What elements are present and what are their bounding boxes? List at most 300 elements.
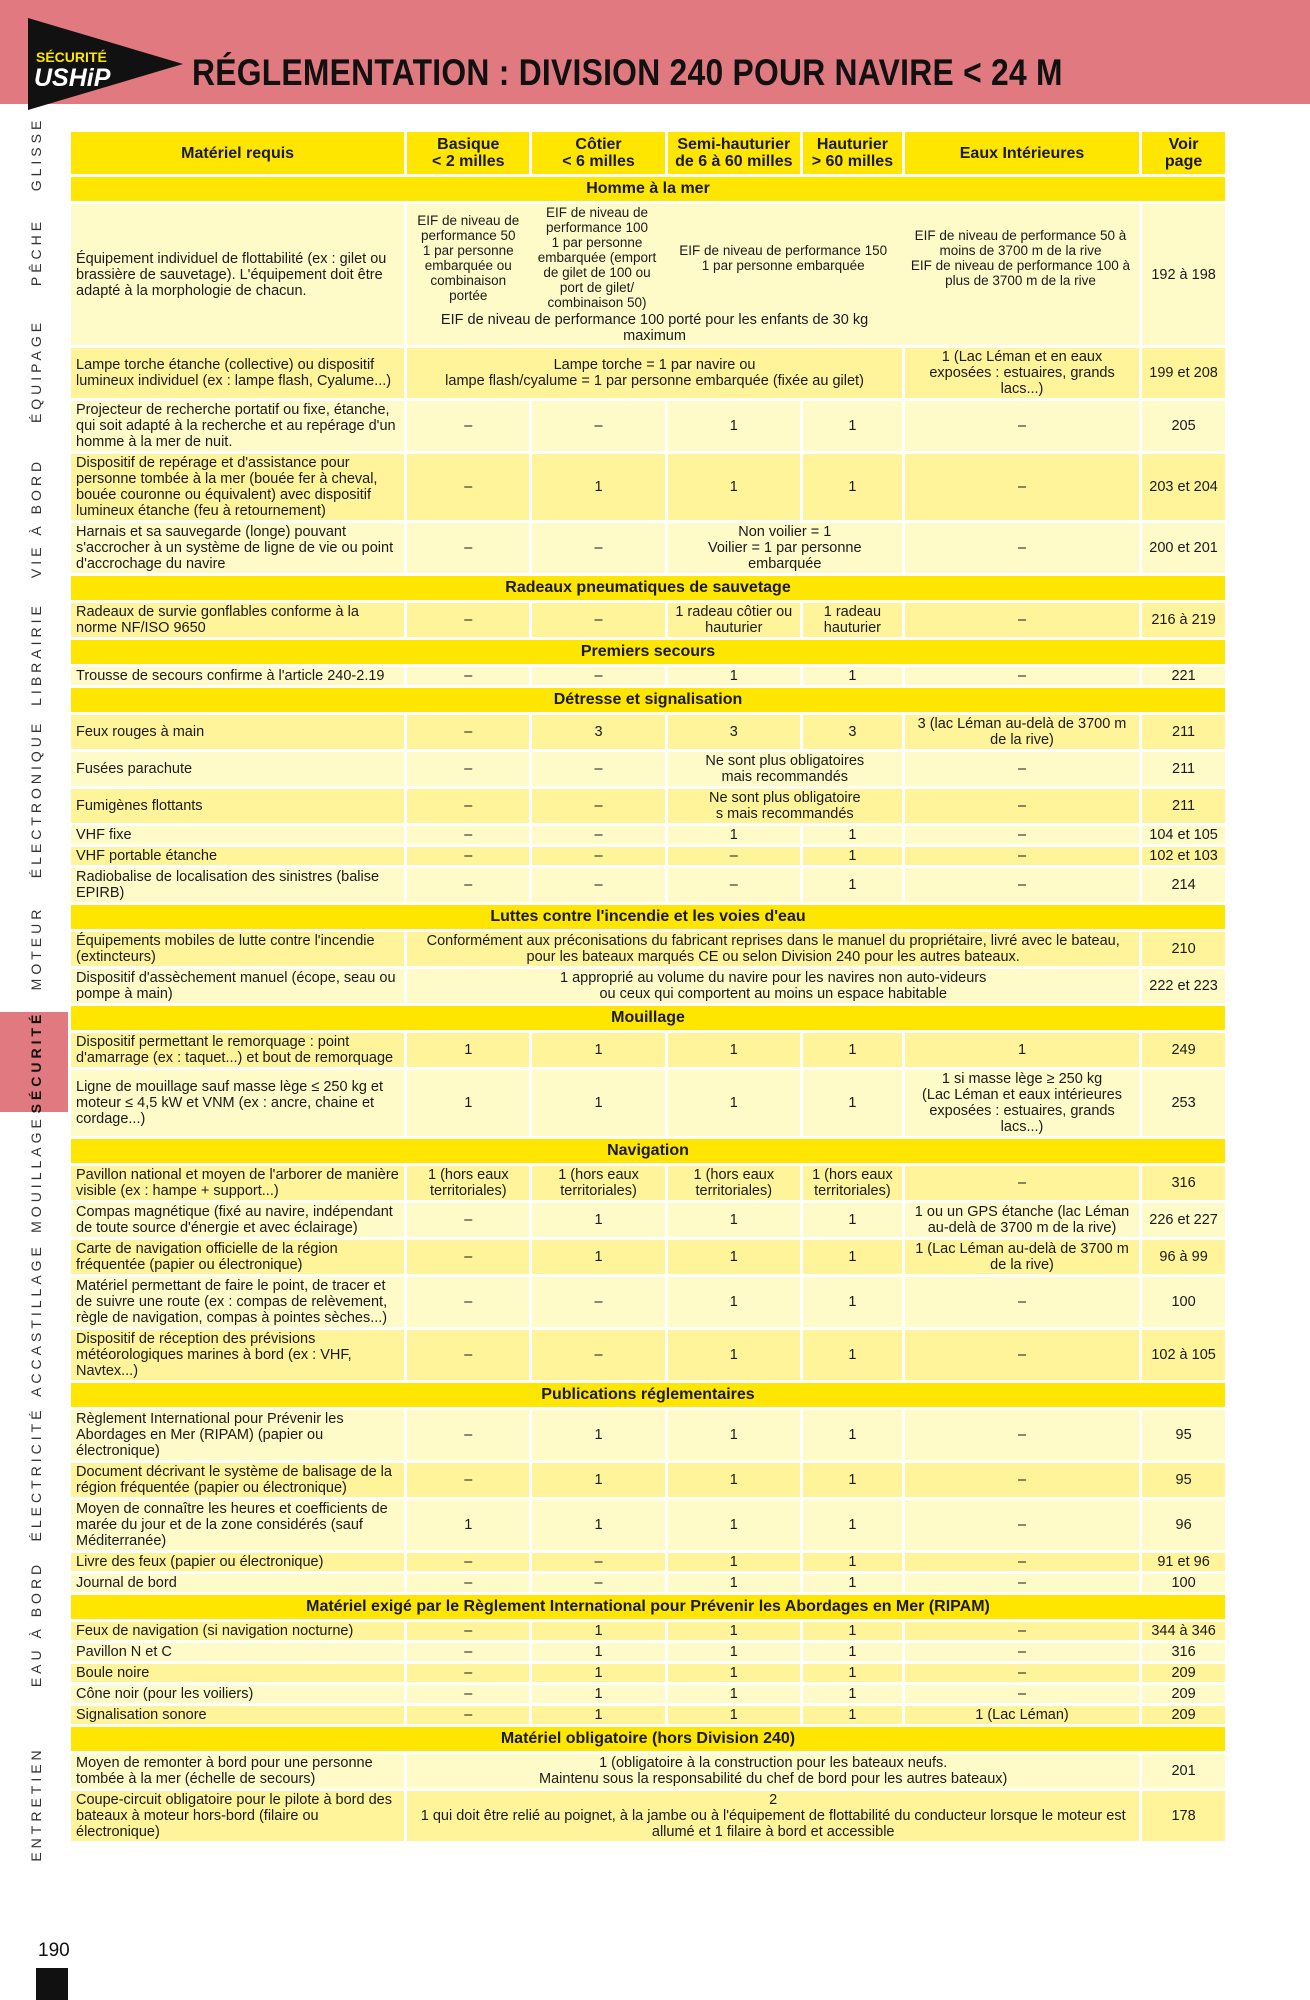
row-label: Trousse de secours confirme à l'article 240-2.19 [71, 667, 404, 685]
cell-group [407, 204, 1139, 345]
table-row [71, 789, 1225, 823]
row-label: Moyen de connaître les heures et coefficients de marée du jour et de la zone considérés (sauf Méditerranée) [71, 1500, 404, 1550]
table-cell: 1 [668, 1574, 800, 1592]
page-reference: 253 [1142, 1070, 1225, 1136]
sidebar-item-label: ACCASTILLAGE [28, 1243, 44, 1397]
table-cell: 1 (hors eaux territoriales) [668, 1166, 800, 1200]
table-cell: 1 [803, 1240, 902, 1274]
row-label: Dispositif d'assèchement manuel (écope, seau ou pompe à main) [71, 969, 404, 1003]
table-cell: – [407, 1410, 529, 1460]
table-cell: Lampe torche = 1 par navire ou lampe flash/cyalume = 1 par personne embarquée (fixée au gilet) [407, 348, 902, 398]
table-cell: 1 [803, 847, 902, 865]
row-label: Fusées parachute [71, 752, 404, 786]
table-cell: 1 [668, 1664, 800, 1682]
table-cell: 1 [905, 1033, 1139, 1067]
table-cell: – [532, 868, 664, 902]
sidebar-item-label: ENTRETIEN [28, 1746, 44, 1862]
row-label: Compas magnétique (fixé au navire, indépendant de toute source d'énergie et avec éclairage) [71, 1203, 404, 1237]
table-row [71, 868, 1225, 902]
sidebar-item-accastillage[interactable] [0, 1236, 68, 1404]
table-cell: – [532, 789, 664, 823]
table-row [71, 1463, 1225, 1497]
table-row [71, 401, 1225, 451]
row-label: Règlement International pour Prévenir les Abordages en Mer (RIPAM) (papier ou électronique) [71, 1410, 404, 1460]
table-cell: – [532, 667, 664, 685]
table-cell: – [905, 868, 1139, 902]
column-header: Matériel requis [71, 132, 404, 174]
table-cell: 1 [668, 1643, 800, 1661]
column-header: Côtier < 6 milles [532, 132, 664, 174]
table-row [71, 348, 1225, 398]
table-cell: 1 [668, 454, 800, 520]
table-cell: – [905, 1500, 1139, 1550]
table-cell: Non voilier = 1 Voilier = 1 par personne embarquée [668, 523, 902, 573]
row-label: Moyen de remonter à bord pour une personne tombée à la mer (échelle de secours) [71, 1754, 404, 1788]
table-cell: – [532, 603, 664, 637]
empty-cell [902, 311, 1139, 345]
table-cell: – [407, 523, 529, 573]
table-cell: 1 [532, 1685, 664, 1703]
table-row [71, 1203, 1225, 1237]
table-cell: 1 [668, 1410, 800, 1460]
table-cell: – [905, 752, 1139, 786]
section-title: Homme à la mer [71, 177, 1225, 201]
table-row [71, 1553, 1225, 1571]
table-cell: 1 [803, 1070, 902, 1136]
table-row [71, 1410, 1225, 1460]
column-header: Eaux Intérieures [905, 132, 1139, 174]
table-cell: – [407, 847, 529, 865]
table-cell: 1 [803, 1706, 902, 1724]
sidebar-item-equipage[interactable] [0, 300, 68, 442]
table-cell: 1 [803, 1330, 902, 1380]
table-cell: 1 [668, 1685, 800, 1703]
row-label: Feux de navigation (si navigation nocturne) [71, 1622, 404, 1640]
table-cell: 1 [532, 1203, 664, 1237]
table-row [71, 969, 1225, 1003]
table-cell: 1 [668, 667, 800, 685]
page-reference: 209 [1142, 1664, 1225, 1682]
page-reference: 344 à 346 [1142, 1622, 1225, 1640]
regulation-table [68, 129, 1228, 1844]
sidebar-item-vie-a-bord[interactable] [0, 442, 68, 594]
sidebar-item-label: EAU À BORD [28, 1560, 44, 1688]
table-cell: 3 [803, 715, 902, 749]
page-reference: 210 [1142, 932, 1225, 966]
page-reference: 178 [1142, 1791, 1225, 1841]
table-cell: 1 [668, 1070, 800, 1136]
table-cell: – [905, 401, 1139, 451]
table-cell: – [532, 1330, 664, 1380]
sidebar-item-label: ÉLECTRONIQUE [28, 719, 44, 879]
table-row [71, 847, 1225, 865]
page-reference: 226 et 227 [1142, 1203, 1225, 1237]
page-reference: 249 [1142, 1033, 1225, 1067]
table-cell: – [668, 868, 800, 902]
column-header: Voir page [1142, 132, 1225, 174]
table-cell: – [407, 401, 529, 451]
sidebar-item-mouillage[interactable] [0, 1112, 68, 1236]
table-cell: 1 approprié au volume du navire pour les navires non auto-videurs ou ceux qui comportent au moins un espace habitable [407, 969, 1139, 1003]
table-cell: – [532, 1277, 664, 1327]
table-cell: 1 (hors eaux territoriales) [407, 1166, 529, 1200]
table-cell: 2 1 qui doit être relié au poignet, à la jambe ou à l'équipement de flottabilité du conducteur lorsque le moteur est allumé et 1 filaire à bord et accessible [407, 1791, 1139, 1841]
page-reference: 216 à 219 [1142, 603, 1225, 637]
row-label: Lampe torche étanche (collective) ou dispositif lumineux individuel (ex : lampe flash, Cyalume...) [71, 348, 404, 398]
section-title: Mouillage [71, 1006, 1225, 1030]
row-label: Livre des feux (papier ou électronique) [71, 1553, 404, 1571]
table-cell: – [407, 1277, 529, 1327]
row-label: Projecteur de recherche portatif ou fixe, étanche, qui soit adapté à la recherche et au repérage d'un homme à la mer de nuit. [71, 401, 404, 451]
section-title: Détresse et signalisation [71, 688, 1225, 712]
page-reference: 316 [1142, 1166, 1225, 1200]
table-cell: – [905, 1277, 1139, 1327]
table-row [71, 1574, 1225, 1592]
row-label: Radeaux de survie gonflables conforme à la norme NF/ISO 9650 [71, 603, 404, 637]
section-title: Luttes contre l'incendie et les voies d'eau [71, 905, 1225, 929]
table-cell: 1 [803, 1685, 902, 1703]
table-cell: – [407, 1706, 529, 1724]
row-label: Journal de bord [71, 1574, 404, 1592]
row-label: Document décrivant le système de balisage de la région fréquentée (papier ou électronique) [71, 1463, 404, 1497]
table-row [71, 1754, 1225, 1788]
table-cell: – [407, 1574, 529, 1592]
row-label: Ligne de mouillage sauf masse lège ≤ 250 kg et moteur ≤ 4,5 kW et VNM (ex : ancre, chaine et cordage...) [71, 1070, 404, 1136]
table-cell: EIF de niveau de performance 50 1 par personne embarquée ou combinaison portée [407, 204, 529, 311]
table-cell: – [905, 1166, 1139, 1200]
table-row [71, 1240, 1225, 1274]
table-cell: – [905, 1643, 1139, 1661]
row-label: Matériel permettant de faire le point, de tracer et de suivre une route (ex : compas de relèvement, règle de navigation, compas à pointes sèches...) [71, 1277, 404, 1327]
row-label: Boule noire [71, 1664, 404, 1682]
sidebar-item-electricite[interactable] [0, 1404, 68, 1544]
table-cell: 1 [668, 1277, 800, 1327]
table-cell: – [407, 1664, 529, 1682]
row-label: Coupe-circuit obligatoire pour le pilote à bord des bateaux à moteur hors-bord (filaire ou électronique) [71, 1791, 404, 1841]
table-cell: 1 [668, 1330, 800, 1380]
sidebar-item-electronique[interactable] [0, 714, 68, 884]
table-cell: – [532, 826, 664, 844]
table-row [71, 932, 1225, 966]
sidebar-item-moteur[interactable] [0, 884, 68, 1012]
sidebar-item-label: ÉLECTRICITÉ [28, 1406, 44, 1542]
table-cell: Ne sont plus obligatoire s mais recommandés [668, 789, 902, 823]
table-cell: – [905, 1622, 1139, 1640]
table-cell: – [407, 1553, 529, 1571]
table-cell: 1 [803, 1553, 902, 1571]
row-label: Cône noir (pour les voiliers) [71, 1685, 404, 1703]
sidebar-item-label: PÊCHE [28, 217, 44, 287]
table-cell: 1 [803, 826, 902, 844]
section-title: Matériel exigé par le Règlement International pour Prévenir les Abordages en Mer (RIPAM) [71, 1595, 1225, 1619]
table-cell: 1 [407, 1500, 529, 1550]
page-reference: 102 à 105 [1142, 1330, 1225, 1380]
page-reference: 102 et 103 [1142, 847, 1225, 865]
page-reference: 222 et 223 [1142, 969, 1225, 1003]
table-cell: 1 [532, 1033, 664, 1067]
table-cell: 1 [668, 1500, 800, 1550]
table-cell: 1 [668, 1706, 800, 1724]
page-corner-mark [36, 1968, 68, 2000]
table-cell: 1 [532, 1240, 664, 1274]
table-cell: – [407, 454, 529, 520]
page-reference: 100 [1142, 1277, 1225, 1327]
section-title: Radeaux pneumatiques de sauvetage [71, 576, 1225, 600]
table-cell: – [407, 715, 529, 749]
page-reference: 203 et 204 [1142, 454, 1225, 520]
table-cell: 1 (hors eaux territoriales) [803, 1166, 902, 1200]
table-cell: – [407, 789, 529, 823]
row-label: VHF fixe [71, 826, 404, 844]
table-cell: – [407, 1643, 529, 1661]
table-cell: 1 radeau côtier ou hauturier [668, 603, 800, 637]
row-label: Radiobalise de localisation des sinistres (balise EPIRB) [71, 868, 404, 902]
table-row [71, 752, 1225, 786]
table-row [71, 1664, 1225, 1682]
table-cell: 1 [532, 1622, 664, 1640]
table-row [71, 1330, 1225, 1380]
table-cell: – [407, 1330, 529, 1380]
row-label: Carte de navigation officielle de la région fréquentée (papier ou électronique) [71, 1240, 404, 1274]
table-cell: Ne sont plus obligatoires mais recommandés [668, 752, 902, 786]
table-row [71, 1500, 1225, 1550]
table-cell: – [407, 1240, 529, 1274]
table-cell: – [905, 1574, 1139, 1592]
table-cell: – [532, 523, 664, 573]
sidebar-item-entretien[interactable] [0, 1704, 68, 1904]
table-cell: 1 (hors eaux territoriales) [532, 1166, 664, 1200]
table-cell: – [407, 752, 529, 786]
table-cell: 1 [668, 401, 800, 451]
table-cell: – [905, 789, 1139, 823]
sidebar [0, 104, 68, 1904]
table-cell: – [905, 826, 1139, 844]
table-cell: 1 [532, 1706, 664, 1724]
row-label: Fumigènes flottants [71, 789, 404, 823]
page-reference: 95 [1142, 1410, 1225, 1460]
table-cell: – [905, 847, 1139, 865]
page-reference: 205 [1142, 401, 1225, 451]
table-cell: Conformément aux préconisations du fabricant reprises dans le manuel du propriétaire, livré avec le bateau, pour les bateaux marqués CE ou selon Division 240 pour les autres bateaux. [407, 932, 1139, 966]
column-header: Semi-hauturier de 6 à 60 milles [668, 132, 800, 174]
table-cell: 1 [532, 1070, 664, 1136]
table-cell: – [407, 1203, 529, 1237]
table-cell: – [532, 1574, 664, 1592]
sidebar-item-glisse[interactable] [0, 104, 68, 204]
table-cell: 1 [532, 1664, 664, 1682]
sidebar-item-librairie[interactable] [0, 594, 68, 714]
row-label: VHF portable étanche [71, 847, 404, 865]
table-row [71, 1685, 1225, 1703]
sidebar-item-label: SÉCURITÉ [28, 1010, 44, 1114]
table-row [71, 1706, 1225, 1724]
table-cell: 1 [532, 454, 664, 520]
table-cell: 1 [532, 1643, 664, 1661]
page-reference: 211 [1142, 715, 1225, 749]
row-label: Harnais et sa sauvegarde (longe) pouvant s'accrocher à un système de ligne de vie ou point d'accrochage du navire [71, 523, 404, 573]
column-header: Basique < 2 milles [407, 132, 529, 174]
section-title: Navigation [71, 1139, 1225, 1163]
table-cell: 1 [803, 1277, 902, 1327]
page-reference: 91 et 96 [1142, 1553, 1225, 1571]
table-cell: 1 [803, 1664, 902, 1682]
table-row [71, 1791, 1225, 1841]
table-cell: – [905, 523, 1139, 573]
table-cell: – [905, 1553, 1139, 1571]
table-cell: 3 [668, 715, 800, 749]
table-cell: 1 [803, 1574, 902, 1592]
table-row [71, 826, 1225, 844]
table-row [71, 1070, 1225, 1136]
table-row [71, 204, 1225, 345]
page-reference: 96 [1142, 1500, 1225, 1550]
table-cell: 1 [803, 868, 902, 902]
page-reference: 214 [1142, 868, 1225, 902]
page-reference: 96 à 99 [1142, 1240, 1225, 1274]
table-row [71, 1643, 1225, 1661]
table-cell: – [532, 1553, 664, 1571]
table-cell: 1 [532, 1463, 664, 1497]
table-cell: EIF de niveau de performance 150 1 par personne embarquée [665, 204, 902, 311]
table-cell: – [905, 1463, 1139, 1497]
page-reference: 100 [1142, 1574, 1225, 1592]
page-reference: 199 et 208 [1142, 348, 1225, 398]
section-title: Matériel obligatoire (hors Division 240) [71, 1727, 1225, 1751]
sidebar-item-label: MOTEUR [28, 905, 44, 991]
logo-top: SÉCURITÉ [36, 49, 107, 65]
row-label: Pavillon N et C [71, 1643, 404, 1661]
table-cell: 1 [407, 1070, 529, 1136]
table-row [71, 667, 1225, 685]
table-cell: 1 (obligatoire à la construction pour les bateaux neufs. Maintenu sous la responsabilité du chef de bord pour les autres bateaux) [407, 1754, 1139, 1788]
row-label: Équipement individuel de flottabilité (ex : gilet ou brassière de sauvetage). L'équipement doit être adapté à la morphologie de chacun. [71, 204, 404, 345]
table-cell: 1 [803, 1463, 902, 1497]
table-cell: 1 [668, 1240, 800, 1274]
table-cell: – [407, 826, 529, 844]
sidebar-item-securite[interactable] [0, 1012, 68, 1112]
table-cell: 1 [803, 401, 902, 451]
table-cell: – [905, 1664, 1139, 1682]
table-cell: – [905, 667, 1139, 685]
table-cell: – [905, 1685, 1139, 1703]
table-cell: 1 [668, 1553, 800, 1571]
securite-uship-logo [28, 18, 183, 110]
logo-bottom: USHiP [34, 64, 111, 92]
table-cell: – [905, 454, 1139, 520]
table-cell: 1 [803, 1622, 902, 1640]
row-label: Dispositif permettant le remorquage : point d'amarrage (ex : taquet...) et bout de remorquage [71, 1033, 404, 1067]
table-cell: 1 [803, 454, 902, 520]
table-row [71, 1033, 1225, 1067]
table-cell: 1 radeau hauturier [803, 603, 902, 637]
table-cell: 1 (Lac Léman) [905, 1706, 1139, 1724]
sidebar-item-peche[interactable] [0, 204, 68, 300]
table-cell: 1 si masse lège ≥ 250 kg (Lac Léman et eaux intérieures exposées : estuaires, grands lacs...) [905, 1070, 1139, 1136]
table-cell: EIF de niveau de performance 100 1 par personne embarquée (emport de gilet de 100 ou port de gilet/ combinaison 50) [529, 204, 664, 311]
table-cell: 1 [803, 1203, 902, 1237]
table-cell: 1 [803, 1643, 902, 1661]
table-cell: – [407, 1463, 529, 1497]
table-row [71, 715, 1225, 749]
table-cell: 1 [668, 826, 800, 844]
table-cell: 1 [803, 1500, 902, 1550]
table-cell: – [905, 1330, 1139, 1380]
table-cell: 3 (lac Léman au-delà de 3700 m de la rive) [905, 715, 1139, 749]
table-row [71, 454, 1225, 520]
table-cell: – [532, 752, 664, 786]
sidebar-item-label: LIBRAIRIE [28, 602, 44, 706]
row-label: Dispositif de repérage et d'assistance pour personne tombée à la mer (bouée fer à cheval, bouée couronne ou équivalent) avec dispositif lumineux étanche (feu à retournement) [71, 454, 404, 520]
page-reference: 209 [1142, 1706, 1225, 1724]
table-cell: – [407, 1622, 529, 1640]
table-cell: – [905, 603, 1139, 637]
row-label: Dispositif de réception des prévisions météorologiques marines à bord (ex : VHF, Navtex...) [71, 1330, 404, 1380]
table-cell: 1 ou un GPS étanche (lac Léman au-delà de 3700 m de la rive) [905, 1203, 1139, 1237]
page-reference: 95 [1142, 1463, 1225, 1497]
page-reference: 201 [1142, 1754, 1225, 1788]
table-cell: EIF de niveau de performance 50 à moins de 3700 m de la rive EIF de niveau de performance 100 à plus de 3700 m de la rive [902, 204, 1139, 311]
sidebar-item-label: ÉQUIPAGE [28, 318, 44, 424]
row-label: Pavillon national et moyen de l'arborer de manière visible (ex : hampe + support...) [71, 1166, 404, 1200]
page-title: RÉGLEMENTATION : DIVISION 240 POUR NAVIRE < 24 M [192, 52, 1063, 93]
page-reference: 221 [1142, 667, 1225, 685]
table-cell: 1 (Lac Léman au-delà de 3700 m de la rive) [905, 1240, 1139, 1274]
page-reference: 316 [1142, 1643, 1225, 1661]
table-row [71, 1622, 1225, 1640]
table-cell: 1 [532, 1410, 664, 1460]
table-cell: 1 [407, 1033, 529, 1067]
page-reference: 200 et 201 [1142, 523, 1225, 573]
row-label: Signalisation sonore [71, 1706, 404, 1724]
table-cell: 1 [532, 1500, 664, 1550]
page-number: 190 [38, 1940, 70, 1961]
table-cell: 1 [668, 1033, 800, 1067]
table-cell: – [407, 603, 529, 637]
row-label: Feux rouges à main [71, 715, 404, 749]
sidebar-item-label: GLISSE [28, 116, 44, 192]
page-reference: 209 [1142, 1685, 1225, 1703]
page-reference: 211 [1142, 752, 1225, 786]
table-cell: – [532, 847, 664, 865]
sidebar-item-label: VIE À BORD [28, 457, 44, 579]
table-cell: 3 [532, 715, 664, 749]
column-header: Hauturier > 60 milles [803, 132, 902, 174]
table-cell: – [532, 401, 664, 451]
table-cell: 1 [668, 1622, 800, 1640]
table-row [71, 603, 1225, 637]
table-cell: – [407, 868, 529, 902]
table-cell: 1 [668, 1463, 800, 1497]
row-label: Équipements mobiles de lutte contre l'incendie (extincteurs) [71, 932, 404, 966]
section-title: Premiers secours [71, 640, 1225, 664]
section-title: Publications réglementaires [71, 1383, 1225, 1407]
row-note: EIF de niveau de performance 100 porté pour les enfants de 30 kg maximum [407, 311, 902, 345]
table-row [71, 1166, 1225, 1200]
page-reference: 192 à 198 [1142, 204, 1225, 345]
table-cell: 1 [803, 1033, 902, 1067]
page-reference: 104 et 105 [1142, 826, 1225, 844]
sidebar-item-label: MOUILLAGE [28, 1115, 44, 1233]
table-cell: 1 [803, 667, 902, 685]
table-cell: 1 (Lac Léman et en eaux exposées : estuaires, grands lacs...) [905, 348, 1139, 398]
table-cell: 1 [668, 1203, 800, 1237]
table-cell: – [407, 1685, 529, 1703]
table-row [71, 1277, 1225, 1327]
table-cell: – [905, 1410, 1139, 1460]
table-cell: – [407, 667, 529, 685]
sidebar-item-eau-a-bord[interactable] [0, 1544, 68, 1704]
page-reference: 211 [1142, 789, 1225, 823]
